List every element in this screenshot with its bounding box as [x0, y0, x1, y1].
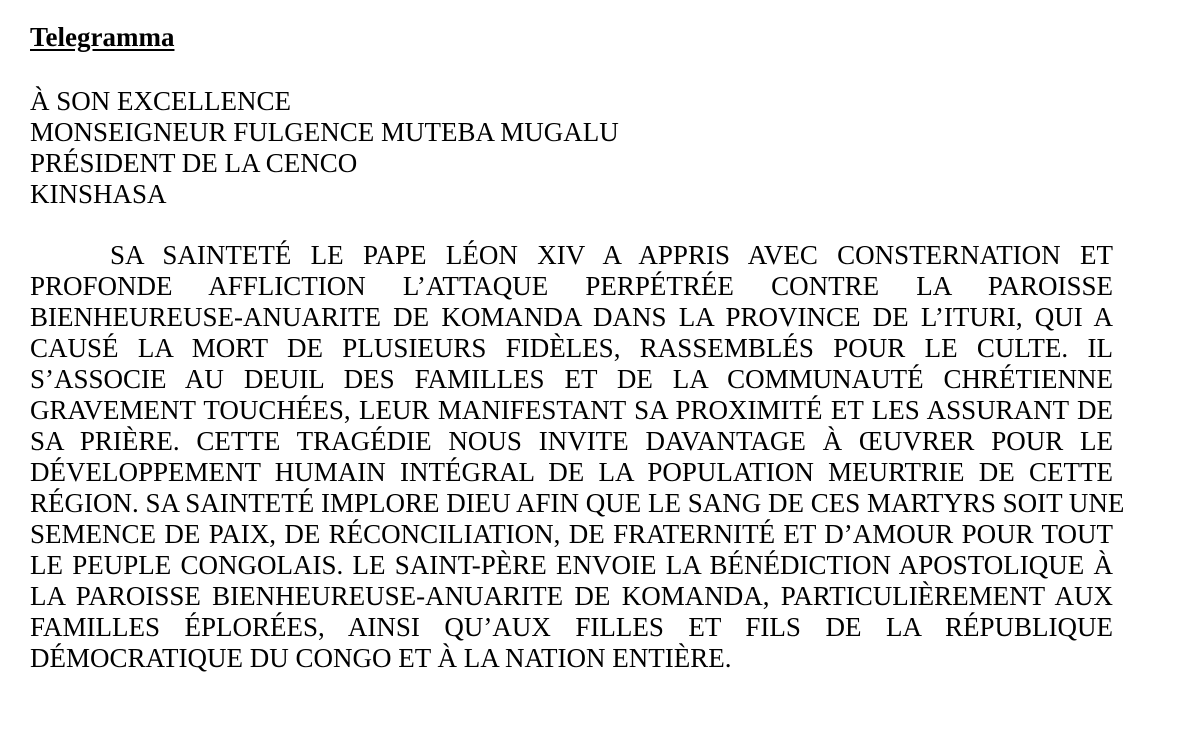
body-line: SEMENCE DE PAIX, DE RÉCONCILIATION, DE FRATERNITÉ ET D’AMOUR POUR TOUT — [30, 519, 1113, 549]
body-line: RÉGION. SA SAINTETÉ IMPLORE DIEU AFIN QUE LE SANG DE CES MARTYRS SOIT UNE — [30, 488, 1125, 518]
body-line: GRAVEMENT TOUCHÉES, LEUR MANIFESTANT SA PROXIMITÉ ET LES ASSURANT DE — [30, 395, 1113, 425]
body-line: CAUSÉ LA MORT DE PLUSIEURS FIDÈLES, RASSEMBLÉS POUR LE CULTE. IL — [30, 333, 1113, 363]
body-line: BIENHEUREUSE-ANUARITE DE KOMANDA DANS LA PROVINCE DE L’ITURI, QUI A — [30, 302, 1113, 332]
message-body — [30, 240, 1125, 674]
body-line: SA SAINTETÉ LE PAPE LÉON XIV A APPRIS AVEC CONSTERNATION ET — [110, 240, 1113, 270]
address-line: MONSEIGNEUR FULGENCE MUTEBA MUGALU — [30, 117, 619, 147]
body-line: LA PAROISSE BIENHEUREUSE-ANUARITE DE KOMANDA, PARTICULIÈREMENT AUX — [30, 581, 1113, 611]
body-line: PROFONDE AFFLICTION L’ATTAQUE PERPÉTRÉE CONTRE LA PAROISSE — [30, 271, 1113, 301]
body-line: LE PEUPLE CONGOLAIS. LE SAINT-PÈRE ENVOIE LA BÉNÉDICTION APOSTOLIQUE À — [30, 550, 1113, 580]
recipient-address — [30, 86, 619, 210]
body-line: DÉVELOPPEMENT HUMAIN INTÉGRAL DE LA POPULATION MEURTRIE DE CETTE — [30, 457, 1113, 487]
document-title: Telegramma — [30, 22, 175, 52]
body-line: S’ASSOCIE AU DEUIL DES FAMILLES ET DE LA COMMUNAUTÉ CHRÉTIENNE — [30, 364, 1113, 394]
body-line: SA PRIÈRE. CETTE TRAGÉDIE NOUS INVITE DAVANTAGE À ŒUVRER POUR LE — [30, 426, 1113, 456]
address-line: KINSHASA — [30, 179, 167, 209]
address-line: PRÉSIDENT DE LA CENCO — [30, 148, 358, 178]
body-line: FAMILLES ÉPLORÉES, AINSI QU’AUX FILLES ET FILS DE LA RÉPUBLIQUE — [30, 612, 1113, 642]
body-line: DÉMOCRATIQUE DU CONGO ET À LA NATION ENTIÈRE. — [30, 643, 732, 673]
address-line: À SON EXCELLENCE — [30, 86, 291, 116]
